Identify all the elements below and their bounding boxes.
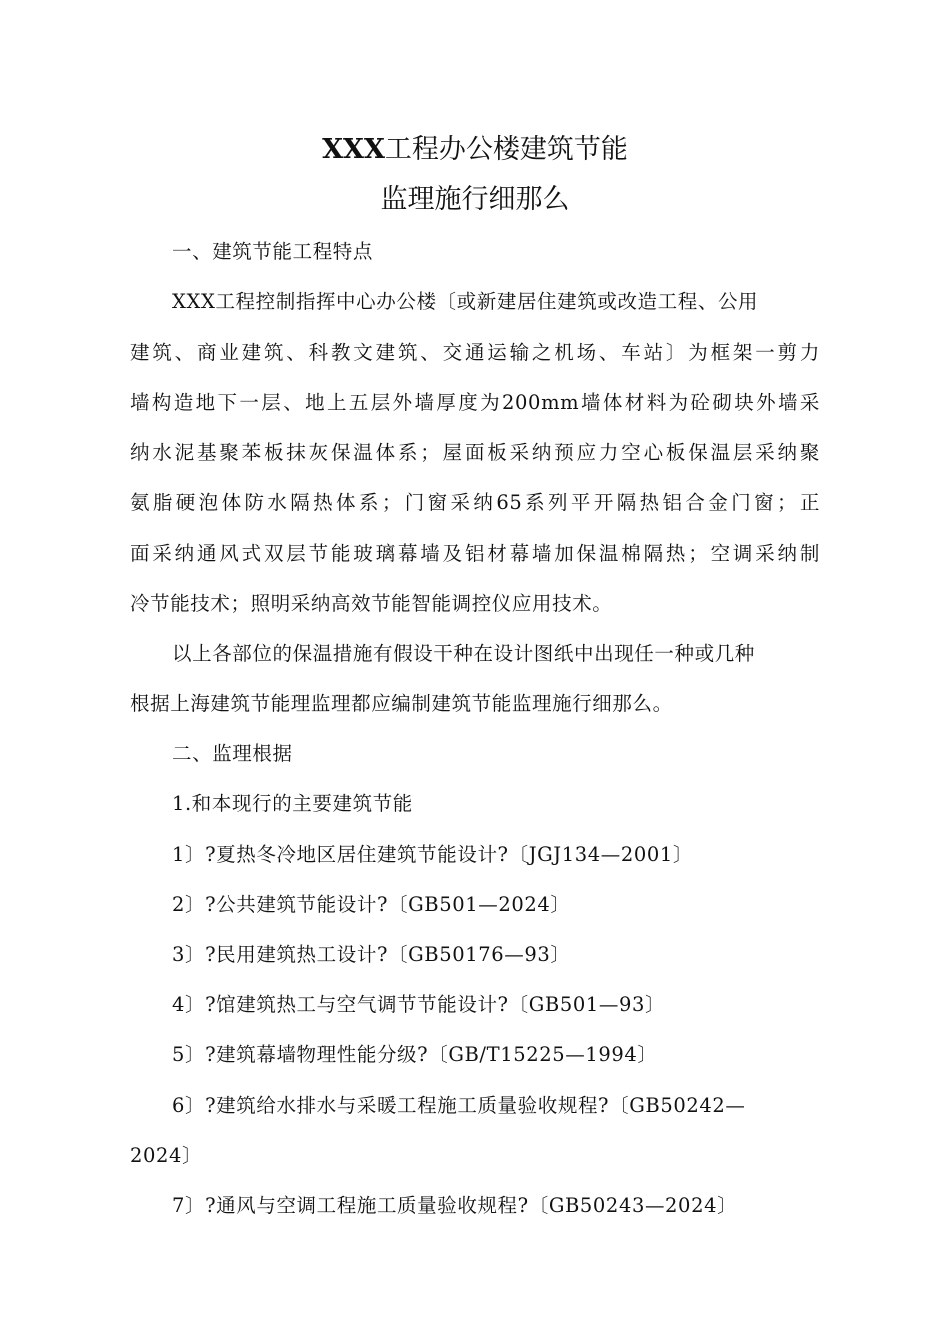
paragraph-line: 建筑、商业建筑、科教文建筑、交通运输之机场、车站〕为框架一剪力 <box>130 341 820 364</box>
document-title-line-1 <box>0 130 950 170</box>
paragraph-line: 纳水泥基聚苯板抹灰保温体系；屋面板采纳预应力空心板保温层采纳聚 <box>130 441 820 464</box>
paragraph-line: XXX工程控制指挥中心办公楼〔或新建居住建筑或改造工程、公用 <box>172 290 759 313</box>
title-project-name: 工程办公楼建筑节能 <box>384 134 628 165</box>
paragraph-line: 墙构造地下一层、地上五层外墙厚度为200mm墙体材料为砼砌块外墙采 <box>130 391 820 414</box>
section-heading-basis: 二、监理根据 <box>172 742 293 765</box>
reference-item: 1〕?夏热冬冷地区居住建筑节能设计?〔JGJ134—2001〕 <box>172 843 693 866</box>
reference-item: 2〕?公共建筑节能设计?〔GB501—2024〕 <box>172 893 571 916</box>
paragraph-line: 面采纳通风式双层节能玻璃幕墙及铝材幕墙加保温棉隔热；空调采纳制 <box>130 542 820 565</box>
section-heading-features: 一、建筑节能工程特点 <box>172 240 374 263</box>
document-title-line-2: 监理施行细那么 <box>380 184 570 215</box>
paragraph-line: 以上各部位的保温措施有假设干种在设计图纸中出现任一种或几种 <box>172 642 755 665</box>
subsection-heading: 1.和本现行的主要建筑节能 <box>172 792 413 815</box>
paragraph-line: 根据上海建筑节能理监理都应编制建筑节能监理施行细那么。 <box>130 692 673 715</box>
reference-item: 7〕?通风与空调工程施工质量验收规程?〔GB50243—2024〕 <box>172 1194 738 1217</box>
reference-item: 3〕?民用建筑热工设计?〔GB50176—93〕 <box>172 943 571 966</box>
reference-item-continued: 2024〕 <box>130 1144 203 1167</box>
reference-item: 6〕?建筑给水排水与采暖工程施工质量验收规程?〔GB50242— <box>172 1094 746 1117</box>
reference-item: 4〕?馆建筑热工与空气调节节能设计?〔GB501—93〕 <box>172 993 666 1016</box>
paragraph-line: 氨脂硬泡体防水隔热体系；门窗采纳65系列平开隔热铝合金门窗；正 <box>130 491 820 514</box>
reference-item: 5〕?建筑幕墙物理性能分级?〔GB/T15225—1994〕 <box>172 1043 658 1066</box>
paragraph-line: 冷节能技术；照明采纳高效节能智能调控仪应用技术。 <box>130 592 613 615</box>
title-project-code: XXX <box>322 134 385 165</box>
